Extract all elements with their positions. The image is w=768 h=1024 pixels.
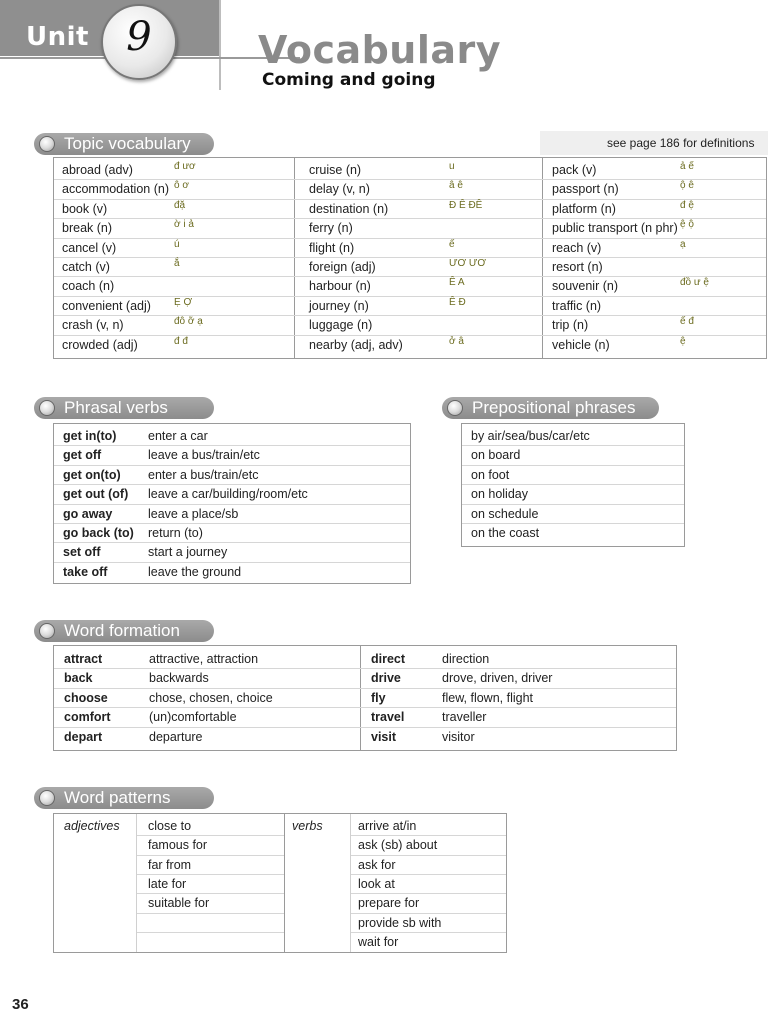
row-divider bbox=[54, 257, 766, 258]
phrasal-verb: go back (to) bbox=[63, 526, 134, 540]
vocabulary-word: souvenir (n) bbox=[552, 279, 618, 294]
column-divider bbox=[542, 158, 543, 358]
vocabulary-word: resort (n) bbox=[552, 260, 603, 274]
base-word: direct bbox=[371, 652, 406, 666]
base-word: choose bbox=[64, 690, 108, 705]
phrasal-verb: take off bbox=[63, 564, 108, 579]
handwritten-note: Đ Ê ĐÊ bbox=[449, 199, 483, 211]
bullet-icon bbox=[39, 400, 55, 416]
phrasal-verb: go away bbox=[63, 506, 113, 521]
prepositional-phrase: on the coast bbox=[471, 526, 540, 540]
vocabulary-word: platform (n) bbox=[552, 201, 616, 216]
row-divider bbox=[54, 542, 410, 543]
word-formation-heading bbox=[34, 620, 214, 642]
phrasal-verb-meaning: start a journey bbox=[148, 545, 228, 560]
phrasal-verb-meaning: enter a car bbox=[148, 429, 208, 443]
handwritten-note: ế bbox=[449, 238, 455, 250]
vocabulary-word: convenient (adj) bbox=[62, 298, 151, 313]
base-word: travel bbox=[371, 710, 405, 725]
word-forms: attractive, attraction bbox=[149, 652, 259, 666]
word-formation-table bbox=[53, 645, 677, 751]
handwritten-note: ế đ bbox=[680, 316, 694, 328]
adjective-pattern: famous for bbox=[148, 838, 208, 853]
row-divider bbox=[54, 315, 766, 316]
row-divider bbox=[54, 296, 766, 297]
vocabulary-word: harbour (n) bbox=[309, 279, 371, 294]
row-divider bbox=[54, 707, 676, 708]
vocabulary-word: vehicle (n) bbox=[552, 337, 610, 352]
handwritten-note: đ đ bbox=[174, 335, 188, 347]
handwritten-note: ƯƠ ƯƠ bbox=[449, 258, 487, 269]
handwritten-note: Ê Đ bbox=[449, 296, 466, 308]
vocabulary-word: abroad (adv) bbox=[62, 163, 133, 177]
adjective-pattern: close to bbox=[148, 819, 192, 833]
handwritten-note: đặ bbox=[174, 199, 186, 211]
vocabulary-word: passport (n) bbox=[552, 182, 619, 197]
handwritten-note: ệ bbox=[680, 335, 686, 347]
word-patterns-heading bbox=[34, 787, 214, 809]
vocabulary-word: reach (v) bbox=[552, 240, 602, 255]
handwritten-note: ạ bbox=[680, 238, 686, 250]
vocabulary-word: pack (v) bbox=[552, 163, 597, 177]
vocabulary-word: nearby (adj, adv) bbox=[309, 337, 403, 352]
header-divider bbox=[219, 0, 221, 90]
vocabulary-word: ferry (n) bbox=[309, 221, 353, 236]
prepositional-phrases-table bbox=[461, 423, 685, 547]
handwritten-note: đ ươ bbox=[174, 161, 196, 172]
row-divider bbox=[137, 932, 284, 933]
section-heading-label: Prepositional phrases bbox=[472, 398, 636, 417]
verb-pattern: look at bbox=[358, 876, 395, 891]
adjectives-label: adjectives bbox=[64, 819, 120, 833]
row-divider bbox=[54, 276, 766, 277]
vocabulary-word: luggage (n) bbox=[309, 318, 373, 333]
topic-vocabulary-heading bbox=[34, 133, 214, 155]
prepositional-phrases-heading bbox=[442, 397, 659, 419]
vocabulary-word: traffic (n) bbox=[552, 298, 602, 313]
vocabulary-word: catch (v) bbox=[62, 260, 110, 274]
verb-pattern: wait for bbox=[358, 934, 399, 949]
section-heading-label: Word patterns bbox=[64, 788, 171, 807]
vocabulary-word: crowded (adj) bbox=[62, 337, 138, 352]
word-forms: backwards bbox=[149, 671, 209, 686]
vocabulary-word: accommodation (n) bbox=[62, 182, 169, 197]
word-forms: drove, driven, driver bbox=[442, 671, 553, 686]
row-divider bbox=[54, 688, 676, 689]
vocabulary-word: cruise (n) bbox=[309, 163, 362, 177]
base-word: visit bbox=[371, 729, 397, 744]
see-page-note: see page 186 for definitions bbox=[607, 136, 755, 150]
phrasal-verbs-table bbox=[53, 423, 411, 584]
page-title: Vocabulary bbox=[258, 28, 502, 72]
phrasal-verb: get off bbox=[63, 448, 102, 463]
handwritten-note: ệ ộ bbox=[680, 219, 694, 231]
page-subtitle: Coming and going bbox=[262, 70, 436, 90]
handwritten-note: u bbox=[449, 161, 455, 172]
column-divider bbox=[294, 158, 295, 358]
base-word: back bbox=[64, 671, 93, 686]
bullet-icon bbox=[39, 790, 55, 806]
word-forms: visitor bbox=[442, 729, 475, 744]
handwritten-note: ờ i ả bbox=[174, 219, 194, 231]
word-forms: direction bbox=[442, 652, 490, 666]
handwritten-note: đ ệ bbox=[680, 199, 694, 211]
page-number: 36 bbox=[12, 996, 29, 1013]
base-word: comfort bbox=[64, 710, 111, 725]
vocabulary-word: destination (n) bbox=[309, 201, 389, 216]
prepositional-phrase: on schedule bbox=[471, 506, 539, 521]
handwritten-note: Ê A bbox=[449, 277, 465, 289]
adjective-pattern: suitable for bbox=[148, 896, 210, 911]
vocabulary-word: cancel (v) bbox=[62, 240, 117, 255]
phrasal-verb-meaning: leave a car/building/room/etc bbox=[148, 487, 308, 502]
handwritten-note: â ê bbox=[449, 180, 463, 192]
row-divider bbox=[54, 668, 676, 669]
phrasal-verb-meaning: leave a place/sb bbox=[148, 506, 239, 521]
phrasal-verb: get in(to) bbox=[63, 429, 117, 443]
unit-label: Unit bbox=[26, 22, 89, 52]
row-divider bbox=[54, 335, 766, 336]
verb-pattern: arrive at/in bbox=[358, 819, 417, 833]
bullet-icon bbox=[447, 400, 463, 416]
adjective-pattern: late for bbox=[148, 876, 187, 891]
verbs-label: verbs bbox=[292, 819, 323, 833]
verb-pattern: provide sb with bbox=[358, 915, 442, 930]
handwritten-note: ô ơ bbox=[174, 180, 189, 192]
vocabulary-word: journey (n) bbox=[309, 298, 369, 313]
vocabulary-word: flight (n) bbox=[309, 240, 355, 255]
vocabulary-word: public transport (n phr) bbox=[552, 221, 678, 236]
prepositional-phrase: on foot bbox=[471, 467, 510, 482]
prepositional-phrase: by air/sea/bus/car/etc bbox=[471, 429, 590, 443]
vocabulary-word: break (n) bbox=[62, 221, 113, 236]
phrasal-verbs-heading bbox=[34, 397, 214, 419]
word-forms: departure bbox=[149, 729, 203, 744]
phrasal-verb: get on(to) bbox=[63, 467, 121, 482]
verb-pattern: ask (sb) about bbox=[358, 838, 438, 853]
bullet-icon bbox=[39, 623, 55, 639]
unit-number: 9 bbox=[126, 14, 152, 60]
handwritten-note: ở â bbox=[449, 335, 464, 347]
section-heading-label: Topic vocabulary bbox=[64, 134, 191, 153]
verb-pattern: prepare for bbox=[358, 896, 420, 911]
adjective-pattern: far from bbox=[148, 857, 192, 872]
phrasal-verb: set off bbox=[63, 545, 101, 560]
column-divider bbox=[360, 646, 361, 750]
vocabulary-word: crash (v, n) bbox=[62, 318, 124, 333]
handwritten-note: ả ế bbox=[680, 161, 694, 172]
base-word: fly bbox=[371, 690, 386, 705]
phrasal-verb-meaning: return (to) bbox=[148, 526, 203, 540]
handwritten-note: đồ ư ệ bbox=[680, 277, 709, 289]
prepositional-phrase: on holiday bbox=[471, 487, 528, 502]
vocabulary-word: foreign (adj) bbox=[309, 260, 376, 274]
base-word: attract bbox=[64, 652, 103, 666]
word-forms: (un)comfortable bbox=[149, 710, 237, 725]
word-forms: chose, chosen, choice bbox=[149, 690, 273, 705]
word-forms: flew, flown, flight bbox=[442, 690, 534, 705]
prepositional-phrase: on board bbox=[471, 448, 521, 463]
bullet-icon bbox=[39, 136, 55, 152]
topic-vocabulary-table bbox=[53, 157, 767, 359]
vocabulary-word: delay (v, n) bbox=[309, 182, 370, 197]
handwritten-note: ắ bbox=[174, 258, 180, 269]
vocabulary-word: coach (n) bbox=[62, 279, 115, 294]
handwritten-note: đô ỡ ạ bbox=[174, 316, 203, 328]
phrasal-verb-meaning: leave the ground bbox=[148, 564, 242, 579]
handwritten-note: ú bbox=[174, 238, 180, 250]
row-divider bbox=[54, 727, 676, 728]
handwritten-note: ộ ê bbox=[680, 180, 694, 192]
word-patterns-table bbox=[53, 813, 507, 953]
section-heading-label: Phrasal verbs bbox=[64, 398, 168, 417]
section-heading-label: Word formation bbox=[64, 621, 180, 640]
vocabulary-word: trip (n) bbox=[552, 318, 589, 333]
verb-pattern: ask for bbox=[358, 857, 396, 872]
vocabulary-word: book (v) bbox=[62, 201, 108, 216]
word-forms: traveller bbox=[442, 710, 487, 725]
phrasal-verb-meaning: enter a bus/train/etc bbox=[148, 467, 259, 482]
column-divider bbox=[284, 814, 285, 952]
phrasal-verb-meaning: leave a bus/train/etc bbox=[148, 448, 260, 463]
phrasal-verb: get out (of) bbox=[63, 487, 129, 502]
handwritten-note: Ẹ Ợ bbox=[174, 296, 193, 308]
base-word: depart bbox=[64, 729, 103, 744]
base-word: drive bbox=[371, 671, 401, 686]
